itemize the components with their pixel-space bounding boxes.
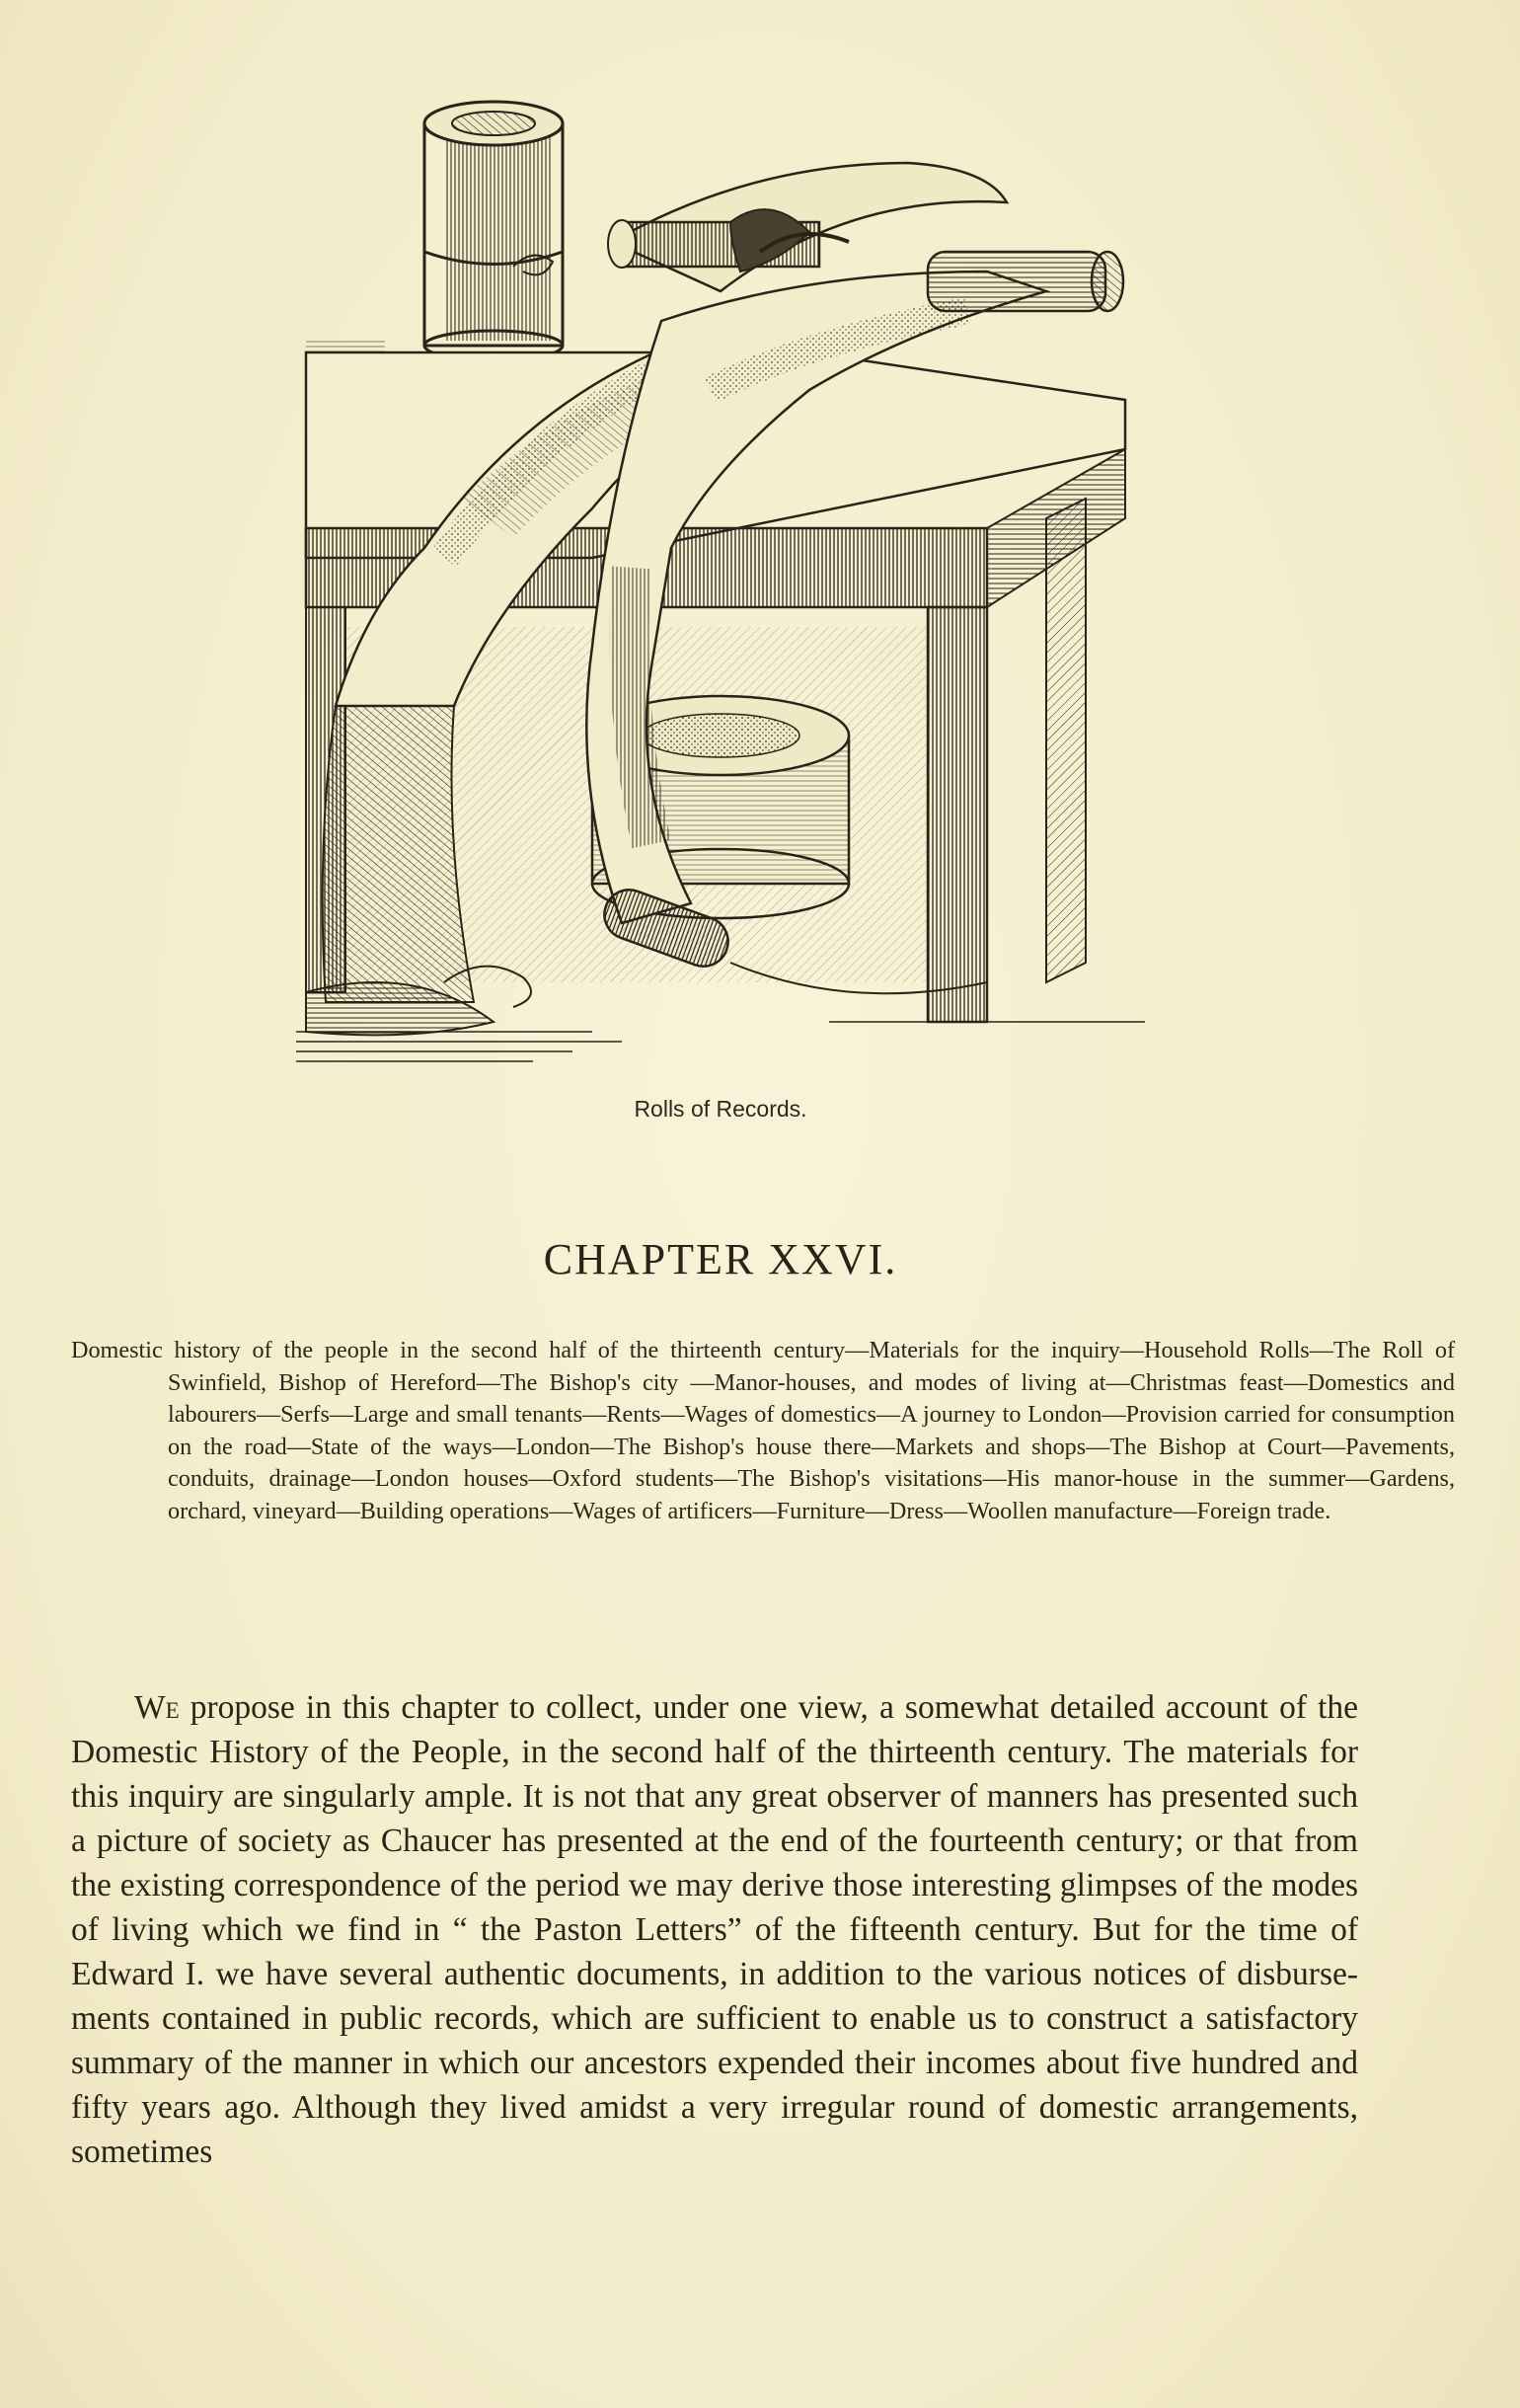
figure-caption: Rolls of Records. [634, 1096, 807, 1122]
upright-roll [424, 102, 563, 360]
chapter-title: CHAPTER XXVI. [543, 1235, 898, 1283]
opening-word: We [134, 1689, 180, 1726]
rolls-of-records-engraving [296, 94, 1155, 1071]
chapter-synopsis: Domestic history of the people in the second half of the thirteenth century—Materials for the inquiry—Household Rolls—The Roll of Swinfield, Bishop of Hereford—The Bishop's city —Manor-houses, and modes of living at—Christmas feast—Domestics and labourers—Serfs—Large and small tenants—Rents—Wages of domestics—A journey to London—Provision carried for consumption on the road—State of the ways—London—The Bishop's house there—Markets and shops—The Bishop at Court—Pavements, conduits, drainage—London houses—Oxford students—The Bishop's visitations—His manor-house in the summer—Gardens, orchard, vineyard—Building operations—Wages of artificers—Furniture—Dress—Woollen manufacture—Foreign trade. [71, 1337, 1455, 1524]
body-paragraph [71, 1685, 1358, 2174]
paragraph-text: propose in this chapter to collect, under one view, a somewhat detailed account of the Domestic History of the People, in the second half of the thirteenth century. The materials for this inquiry are singularly ample. It is not that any great observer of manners has presented such a picture of society as Chaucer has presented at the end of the fourteenth century; or that from the existing correspondence of the period we may derive those interesting glimpses of the modes of living which we find in “ the Paston Letters” of the fifteenth century. But for the time of Edward I. we have several authentic documents, in addition to the various notices of disbursements contained in public records, which are sufficient to enable us to construct a satisfactory summary of the manner in which our ancestors expended their incomes about five hundred and fifty years ago. Although they lived amidst a very irregular round of domestic arrangements, sometimes [71, 1689, 1358, 2170]
